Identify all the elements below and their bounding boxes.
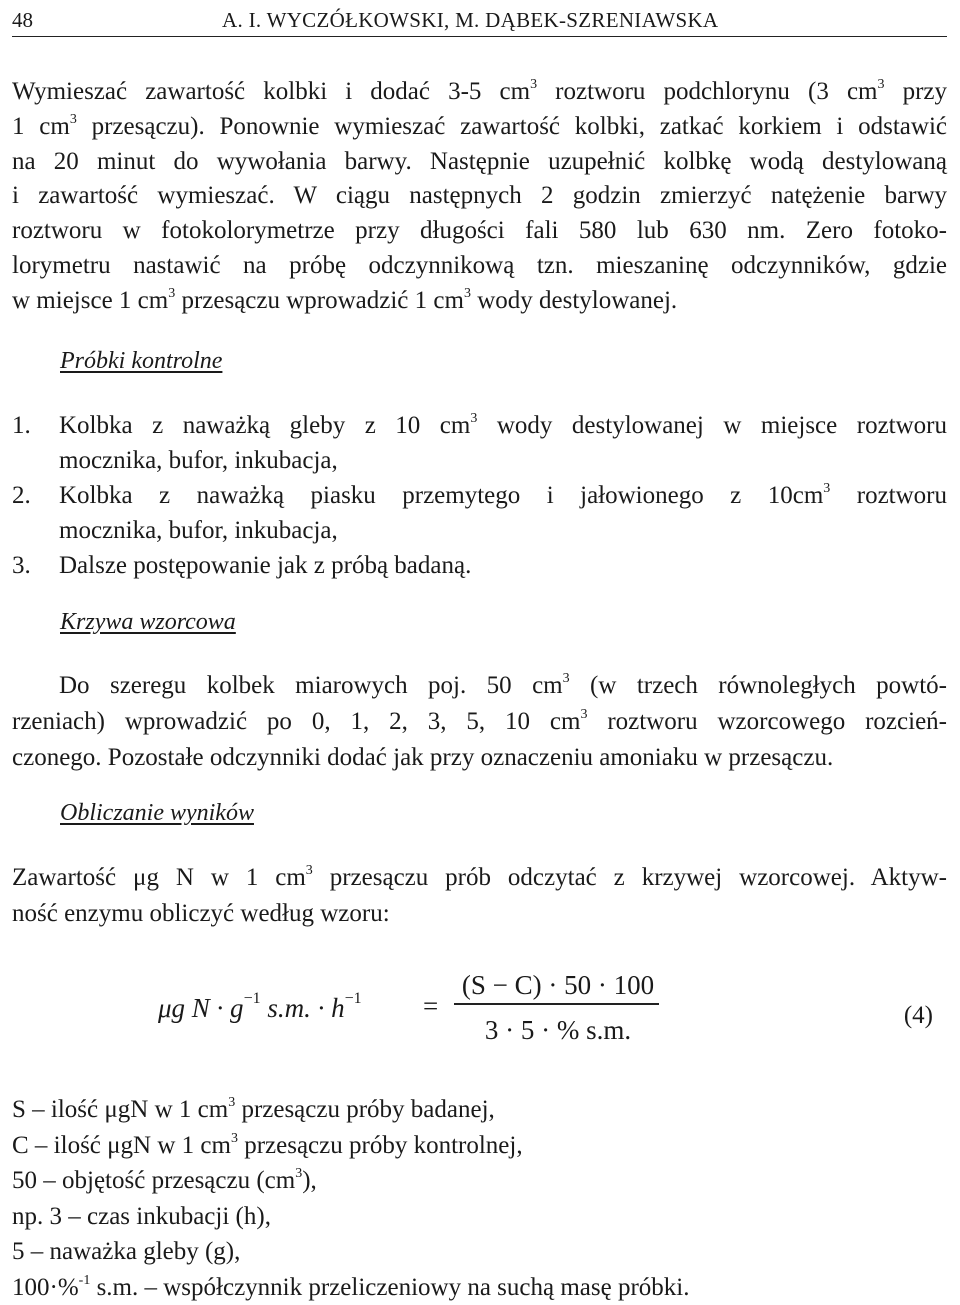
formula-equals: =: [423, 991, 438, 1022]
text-line: ność enzymu obliczyć według wzoru:: [12, 896, 947, 932]
fraction-bar: [454, 1003, 659, 1005]
formula-lhs: μg $N \cdot g^{-1}$ s.m. · $h^{-1}$: [158, 993, 362, 1024]
text-line: Do szeregu kolbek miarowych poj. 50 $cm^3$ (w trzech równoległych powtó-: [12, 668, 947, 704]
paragraph-procedure: [12, 75, 947, 319]
list-item: 1. Kolbka z naważką gleby z 10 $cm^3$ wody destylowanej w miejsce roztworu mocznika, bufor, inkubacja,: [12, 408, 947, 478]
text-line: Wymieszać zawartość kolbki i dodać 3-5 $cm^3$ roztworu podchlorynu (3 $cm^3$ przy: [12, 75, 947, 110]
page-header: [12, 4, 947, 37]
equation-number: (4): [904, 1002, 933, 1030]
control-samples-list: [12, 408, 947, 583]
text-line: roztworu w fotokolorymetrze przy długości fali 580 lub 630 nm. Zero fotoko-: [12, 214, 947, 249]
legend-item: C – ilość μgN w 1 $cm^3$ przesączu próby kontrolnej,: [12, 1128, 947, 1164]
formula-numerator: (S − C) · 50 · 100: [458, 970, 658, 1001]
symbol-legend: [12, 1092, 947, 1305]
text-line: i zawartość wymieszać. W ciągu następnych 2 godzin zmierzyć natężenie barwy: [12, 179, 947, 214]
running-title: A. I. WYCZÓŁKOWSKI, M. DĄBEK-SZRENIAWSKA: [222, 8, 718, 33]
text-line: czonego. Pozostałe odczynniki dodać jak przy oznaczeniu amoniaku w przesączu.: [12, 740, 947, 776]
legend-item: S – ilość μgN w 1 $cm^3$ przesączu próby badanej,: [12, 1092, 947, 1128]
heading-calculation: Obliczanie wyników: [60, 800, 254, 827]
legend-item: 50 – objętość przesączu $(cm^3)$,: [12, 1163, 947, 1199]
text-line: lorymetru nastawić na próbę odczynnikową tzn. mieszaninę odczynników, gdzie: [12, 249, 947, 284]
text-line: Zawartość μg N w 1 $cm^3$ przesączu prób odczytać z krzywej wzorcowej. Aktyw-: [12, 860, 947, 896]
legend-item: np. 3 – czas inkubacji (h),: [12, 1199, 947, 1235]
text-line: 1 $cm^3$ przesączu). Ponownie wymieszać zawartość kolbki, zatkać korkiem i odstawić: [12, 110, 947, 145]
paragraph-standard-curve: [12, 668, 947, 776]
formula-denominator: 3 · 5 · % s.m.: [458, 1015, 658, 1046]
legend-item: 100·%$^{-1}$ s.m. – współczynnik przeliczeniowy na suchą masę próbki.: [12, 1270, 947, 1305]
text-line: w miejsce 1 $cm^3$ przesączu wprowadzić 1 $cm^3$ wody destylowanej.: [12, 284, 947, 319]
page-number: 48: [12, 8, 33, 33]
list-item: 2. Kolbka z naważką piasku przemytego i jałowionego z $10cm^3$ roztworu mocznika, bufor, inkubacja,: [12, 478, 947, 548]
legend-item: 5 – naważka gleby (g),: [12, 1234, 947, 1270]
list-item: 3. Dalsze postępowanie jak z próbą badaną.: [12, 548, 947, 583]
text-line: rzeniach) wprowadzić po 0, 1, 2, 3, 5, 10 $cm^3$ roztworu wzorcowego rozcień-: [12, 704, 947, 740]
heading-control-samples: Próbki kontrolne: [60, 348, 222, 375]
heading-standard-curve: Krzywa wzorcowa: [60, 609, 236, 636]
text-line: na 20 minut do wywołania barwy. Następnie uzupełnić kolbkę wodą destylowaną: [12, 145, 947, 180]
paragraph-calculation: [12, 860, 947, 932]
equation-4: [158, 965, 948, 1055]
